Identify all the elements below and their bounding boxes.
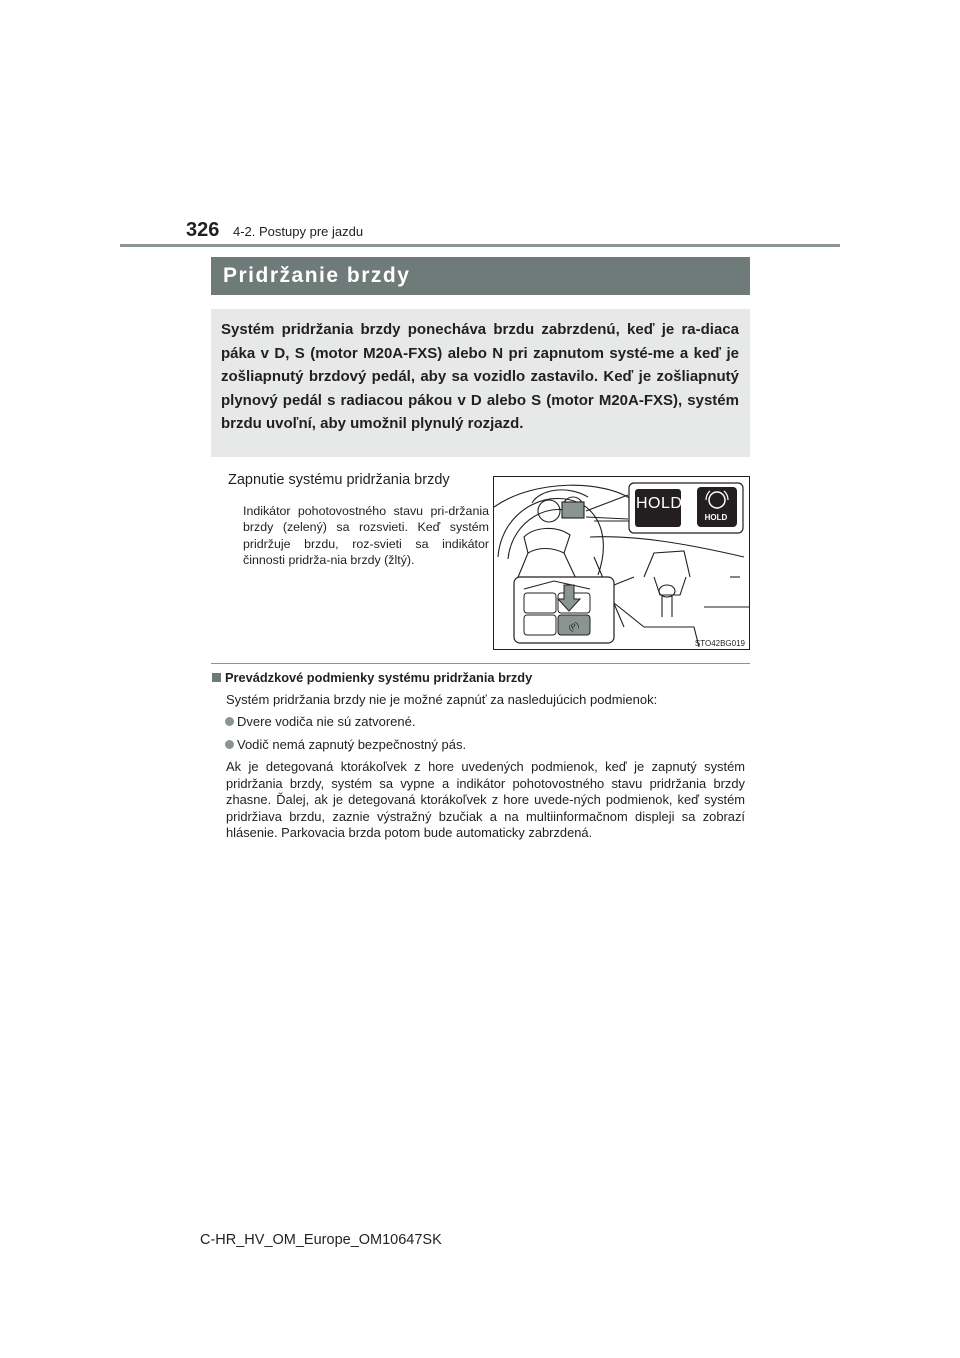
conditions-heading — [211, 670, 532, 685]
conditions-body: Ak je detegovaná ktorákoľvek z hore uvedených podmienok, keď je zapnutý systém pridržania brzdy, systém sa vypne a indikátor pohotovostného stavu pridržania brzdy zhasne. Ďalej, ak je detegovaná ktorákoľvek z hore uvede-ných podmienok, keď systém pridržiava brzdu, zaznie výstražný bzučiak a na multiinformačnom displeji sa zobrazí hlásenie. Parkovacia brzda potom bude automaticky zabrzdená. — [226, 759, 745, 841]
square-bullet-icon — [212, 673, 221, 682]
section-divider — [211, 663, 750, 664]
list-item-text: Dvere vodiča nie sú zatvorené. — [237, 714, 416, 729]
hold-indicator-standby-icon: HOLD — [636, 495, 683, 512]
figure-code: STO42BG019 — [694, 639, 745, 648]
intro-text: Systém pridržania brzdy ponecháva brzdu zabrzdenú, keď je ra-diaca páka v D, S (motor M20A-FXS) alebo N pri zapnutom systé-me a keď je zošliapnutý brzdový pedál, aby sa vozidlo zastavilo. Keď je zošliapnutý plynový pedál s radiacou pákou v D alebo S (motor M20A-FXS), systém brzdu uvoľní, aby umožnil plynulý rozjazd. — [221, 321, 739, 433]
hold-indicator-active-icon: HOLD — [704, 513, 728, 522]
page-title: Pridržanie brzdy — [211, 257, 750, 295]
circle-bullet-icon — [225, 717, 234, 726]
conditions-intro: Systém pridržania brzdy nie je možné zapnúť za nasledujúcich podmienok: — [226, 692, 658, 707]
list-item — [225, 737, 466, 752]
intro-box — [211, 309, 750, 457]
header-rule — [120, 244, 840, 247]
svg-text:(P): (P) — [566, 620, 581, 634]
footer-doc-id: C-HR_HV_OM_Europe_OM10647SK — [200, 1232, 442, 1248]
conditions-heading-text: Prevádzkové podmienky systému pridržania brzdy — [225, 670, 533, 685]
activation-description: Indikátor pohotovostného stavu pri-držania brzdy (zelený) sa rozsvieti. Keď systém pridržuje brzdu, roz-svieti sa indikátor činnosti pridrža-nia brzdy (žltý). — [243, 504, 489, 567]
activation-heading: Zapnutie systému pridržania brzdy — [228, 472, 450, 488]
list-item-text: Vodič nemá zapnutý bezpečnostný pás. — [237, 737, 467, 752]
dashboard-drawing — [494, 477, 750, 650]
list-item — [225, 714, 415, 729]
hold-switch-illustration — [493, 476, 750, 650]
circle-bullet-icon — [225, 740, 234, 749]
page-number: 326 — [186, 219, 220, 241]
section-label: 4-2. Postupy pre jazdu — [233, 224, 364, 239]
